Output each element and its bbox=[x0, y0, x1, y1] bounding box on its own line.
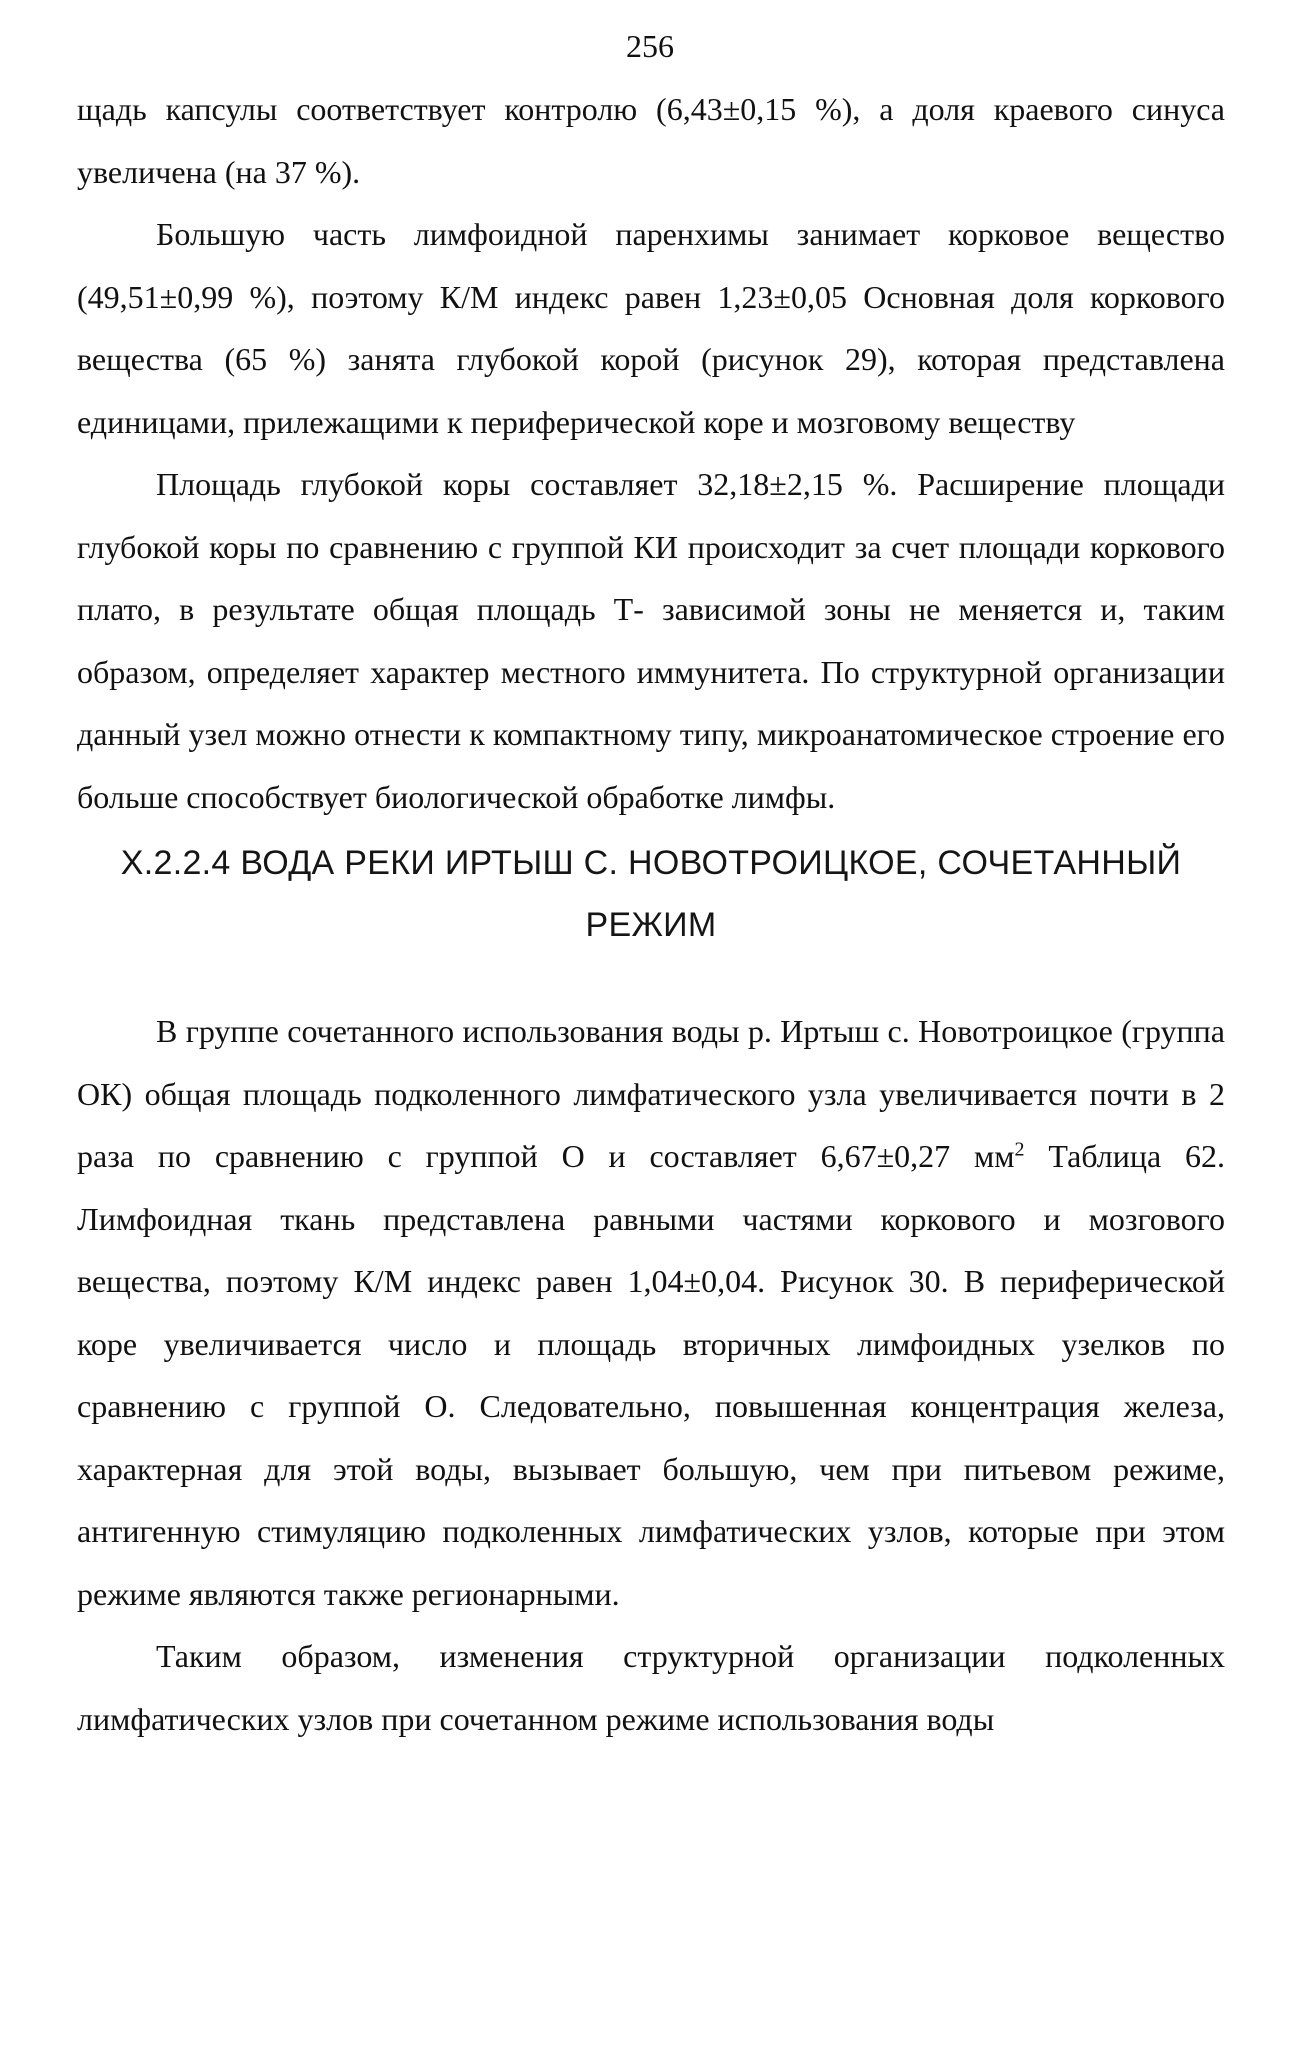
paragraph-conclusion: Таким образом, изменения структурной организации подколенных лимфатических узлов при сочетанном режиме использования воды bbox=[77, 1638, 1225, 1737]
section-heading bbox=[77, 832, 1225, 956]
paragraph-group-ok-part-1: В группе сочетанного использования воды р. Иртыш с. Новотроицкое (группа ОК) общая площадь подколенного лимфатического узла увеличивается почти в 2 раза по сравнению с группой О и составляет 6,67±0,27 мм bbox=[77, 1013, 1225, 1174]
paragraph-cortex: Большую часть лимфоидной паренхимы занимает корковое вещество (49,51±0,99 %), поэтому К/М индекс равен 1,23±0,05 Основная доля коркового вещества (65 %) занята глубокой корой (рисунок 29), которая представлена единицами, прилежащими к периферической коре и мозговому веществу bbox=[77, 216, 1225, 440]
section-heading-line-1: X.2.2.4 ВОДА РЕКИ ИРТЫШ С. НОВОТРОИЦКОЕ, СОЧЕТАННЫЙ bbox=[120, 844, 1182, 882]
document-body bbox=[77, 78, 1225, 1750]
unit-superscript: 2 bbox=[1014, 1138, 1025, 1161]
paragraph-continuation: щадь капсулы соответствует контролю (6,43±0,15 %), а доля краевого синуса увеличена (на 37 %). bbox=[77, 91, 1225, 190]
section-heading-line-2: РЕЖИМ bbox=[585, 906, 717, 944]
paragraph-deep-cortex: Площадь глубокой коры составляет 32,18±2,15 %. Расширение площади глубокой коры по сравнению с группой КИ происходит за счет площади коркового плато, в результате общая площадь Т- зависимой зоны не меняется и, таким образом, определяет характер местного иммунитета. По структурной организации данный узел можно отнести к компактному типу, микроанатомическое строение его больше способствует биологической обработке лимфы. bbox=[77, 466, 1225, 815]
paragraph-group-ok bbox=[77, 1000, 1225, 1625]
page-number: 256 bbox=[626, 28, 674, 64]
paragraph-group-ok-part-2: Таблица 62. Лимфоидная ткань представлена равными частями коркового и мозгового вещества, поэтому К/М индекс равен 1,04±0,04. Рисунок 30. В периферической коре увеличивается число и площадь вторичных лимфоидных узелков по сравнению с группой О. Следовательно, повышенная концентрация железа, характерная для этой воды, вызывает большую, чем при питьевом режиме, антигенную стимуляцию подколенных лимфатических узлов, которые при этом режиме являются также регионарными. bbox=[77, 1138, 1226, 1612]
